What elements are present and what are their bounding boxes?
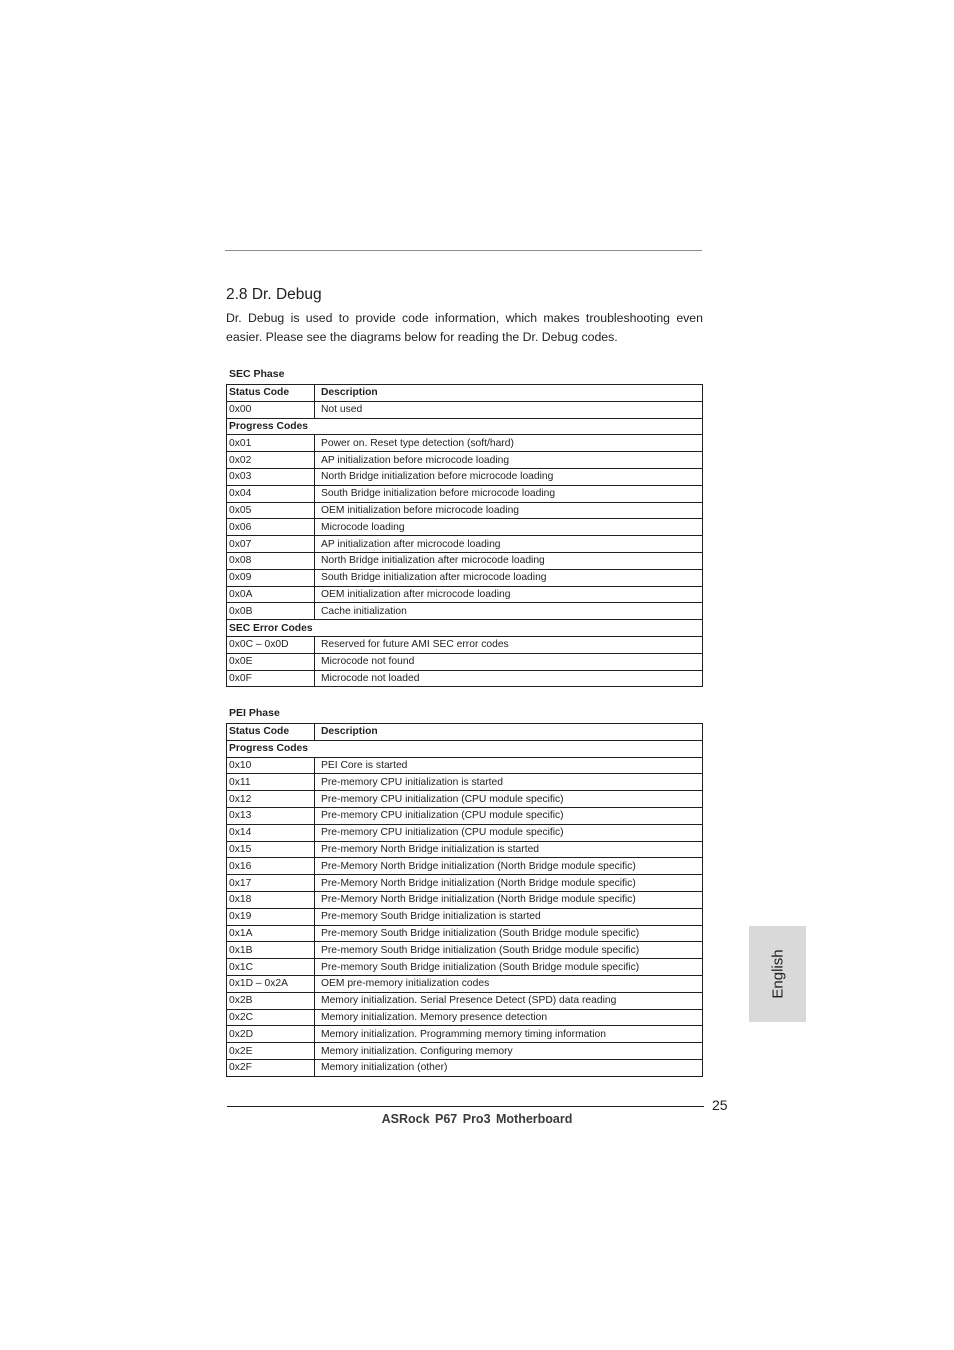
description-cell: Memory initialization. Configuring memory: [315, 1043, 703, 1060]
sec-phase-label: SEC Phase: [229, 368, 285, 380]
description-cell: South Bridge initialization after microcode loading: [315, 569, 703, 586]
description-cell: Pre-memory South Bridge initialization (South Bridge module specific): [315, 925, 703, 942]
description-cell: Power on. Reset type detection (soft/hard): [315, 435, 703, 452]
status-code-header: Status Code: [227, 724, 315, 741]
description-cell: Pre-memory South Bridge initialization (South Bridge module specific): [315, 942, 703, 959]
description-header: Description: [315, 385, 703, 402]
description-cell: Memory initialization. Serial Presence Detect (SPD) data reading: [315, 992, 703, 1009]
table-row: [227, 925, 703, 942]
status-code-cell: 0x14: [227, 824, 315, 841]
status-code-cell: 0x2E: [227, 1043, 315, 1060]
table-header-row: [227, 724, 703, 741]
status-code-cell: 0x09: [227, 569, 315, 586]
status-code-cell: 0x0B: [227, 603, 315, 620]
description-cell: OEM initialization after microcode loading: [315, 586, 703, 603]
table-row: [227, 519, 703, 536]
status-code-cell: 0x1B: [227, 942, 315, 959]
description-cell: Not used: [315, 401, 703, 418]
status-code-cell: 0x10: [227, 757, 315, 774]
status-code-cell: 0x15: [227, 841, 315, 858]
description-cell: AP initialization before microcode loading: [315, 452, 703, 469]
section-label: Progress Codes: [227, 418, 703, 435]
description-cell: North Bridge initialization before microcode loading: [315, 468, 703, 485]
status-code-cell: 0x02: [227, 452, 315, 469]
table-row: [227, 1026, 703, 1043]
description-cell: South Bridge initialization before microcode loading: [315, 485, 703, 502]
table-row: [227, 942, 703, 959]
table-row: [227, 841, 703, 858]
table-row: [227, 992, 703, 1009]
status-code-cell: 0x0E: [227, 653, 315, 670]
table-row: [227, 485, 703, 502]
status-code-cell: 0x1D – 0x2A: [227, 975, 315, 992]
table-row: [227, 1043, 703, 1060]
status-code-cell: 0x07: [227, 536, 315, 553]
section-row: [227, 418, 703, 435]
description-cell: Pre-memory CPU initialization (CPU module specific): [315, 807, 703, 824]
table-row: [227, 603, 703, 620]
description-cell: Pre-memory CPU initialization (CPU module specific): [315, 824, 703, 841]
status-code-cell: 0x17: [227, 875, 315, 892]
status-code-cell: 0x2F: [227, 1059, 315, 1076]
status-code-header: Status Code: [227, 385, 315, 402]
status-code-cell: 0x11: [227, 774, 315, 791]
table-row: [227, 552, 703, 569]
status-code-cell: 0x16: [227, 858, 315, 875]
status-code-cell: 0x0C – 0x0D: [227, 636, 315, 653]
table-row: [227, 468, 703, 485]
description-cell: Pre-memory South Bridge initialization (South Bridge module specific): [315, 959, 703, 976]
table-row: [227, 858, 703, 875]
status-code-cell: 0x0F: [227, 670, 315, 687]
table-row: [227, 586, 703, 603]
language-tab-label: English: [769, 949, 786, 999]
table-row: [227, 636, 703, 653]
status-code-cell: 0x1C: [227, 959, 315, 976]
bottom-divider: [227, 1106, 704, 1107]
description-cell: PEI Core is started: [315, 757, 703, 774]
description-cell: Pre-memory CPU initialization is started: [315, 774, 703, 791]
pei-phase-label: PEI Phase: [229, 707, 280, 719]
status-code-cell: 0x12: [227, 791, 315, 808]
table-row: [227, 774, 703, 791]
table-row: [227, 791, 703, 808]
intro-paragraph: Dr. Debug is used to provide code information, which makes troubleshooting even easier. Please see the diagrams below for reading the Dr. Debug codes.: [226, 311, 703, 344]
status-code-cell: 0x13: [227, 807, 315, 824]
top-divider: [225, 250, 702, 251]
description-cell: Memory initialization (other): [315, 1059, 703, 1076]
status-code-cell: 0x1A: [227, 925, 315, 942]
description-cell: Pre-Memory North Bridge initialization (North Bridge module specific): [315, 891, 703, 908]
table-row: [227, 536, 703, 553]
table-row: [227, 1059, 703, 1076]
description-cell: Pre-Memory North Bridge initialization (North Bridge module specific): [315, 858, 703, 875]
status-code-cell: 0x04: [227, 485, 315, 502]
status-code-cell: 0x00: [227, 401, 315, 418]
description-header: Description: [315, 724, 703, 741]
description-cell: Pre-memory South Bridge initialization is started: [315, 908, 703, 925]
description-cell: Pre-Memory North Bridge initialization (North Bridge module specific): [315, 875, 703, 892]
status-code-cell: 0x03: [227, 468, 315, 485]
description-cell: Reserved for future AMI SEC error codes: [315, 636, 703, 653]
status-code-cell: 0x0A: [227, 586, 315, 603]
table-header-row: [227, 385, 703, 402]
description-cell: OEM initialization before microcode loading: [315, 502, 703, 519]
description-cell: Memory initialization. Memory presence detection: [315, 1009, 703, 1026]
section-title: 2.8 Dr. Debug: [226, 286, 322, 303]
table-row: [227, 824, 703, 841]
page-number: 25: [712, 1097, 728, 1113]
description-cell: Microcode not found: [315, 653, 703, 670]
pei-phase-table: [226, 723, 703, 1077]
status-code-cell: 0x08: [227, 552, 315, 569]
status-code-cell: 0x06: [227, 519, 315, 536]
status-code-cell: 0x19: [227, 908, 315, 925]
description-cell: Pre-memory North Bridge initialization is started: [315, 841, 703, 858]
description-cell: Memory initialization. Programming memory timing information: [315, 1026, 703, 1043]
table-row: [227, 908, 703, 925]
sec-phase-table: [226, 384, 703, 687]
table-row: [227, 959, 703, 976]
description-cell: Pre-memory CPU initialization (CPU module specific): [315, 791, 703, 808]
description-cell: Microcode loading: [315, 519, 703, 536]
language-tab: [749, 926, 806, 1022]
description-cell: Microcode not loaded: [315, 670, 703, 687]
table-row: [227, 891, 703, 908]
status-code-cell: 0x2B: [227, 992, 315, 1009]
table-row: [227, 757, 703, 774]
status-code-cell: 0x2C: [227, 1009, 315, 1026]
table-row: [227, 653, 703, 670]
section-label: Progress Codes: [227, 740, 703, 757]
table-row: [227, 435, 703, 452]
description-cell: Cache initialization: [315, 603, 703, 620]
table-row: [227, 807, 703, 824]
status-code-cell: 0x05: [227, 502, 315, 519]
table-row: [227, 452, 703, 469]
section-row: [227, 620, 703, 637]
table-row: [227, 1009, 703, 1026]
table-row: [227, 569, 703, 586]
description-cell: North Bridge initialization after microcode loading: [315, 552, 703, 569]
status-code-cell: 0x2D: [227, 1026, 315, 1043]
table-row: [227, 502, 703, 519]
section-row: [227, 740, 703, 757]
description-cell: OEM pre-memory initialization codes: [315, 975, 703, 992]
table-row: [227, 875, 703, 892]
description-cell: AP initialization after microcode loading: [315, 536, 703, 553]
section-label: SEC Error Codes: [227, 620, 703, 637]
table-row: [227, 670, 703, 687]
status-code-cell: 0x18: [227, 891, 315, 908]
status-code-cell: 0x01: [227, 435, 315, 452]
footer-product-name: ASRock P67 Pro3 Motherboard: [381, 1112, 573, 1126]
table-row: [227, 401, 703, 418]
table-row: [227, 975, 703, 992]
